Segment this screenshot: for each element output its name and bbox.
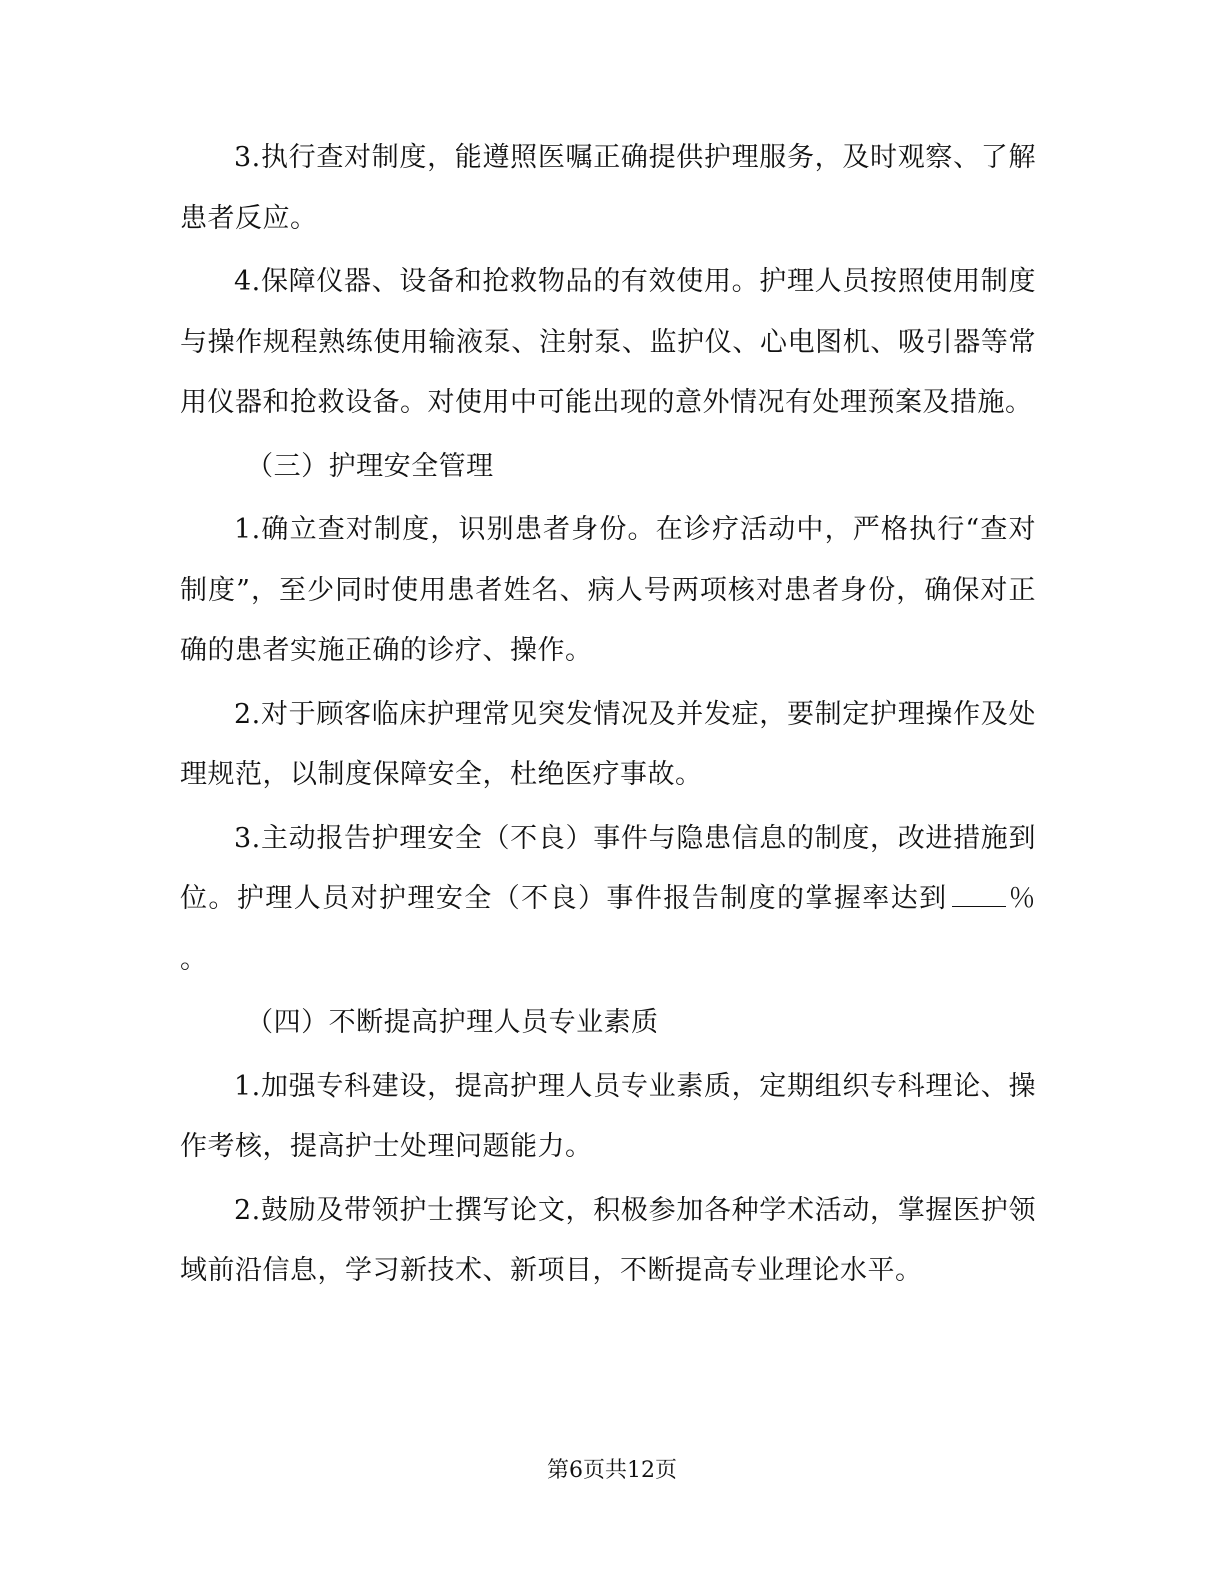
paragraph-2-academic-activities: 2.鼓励及带领护士撰写论文，积极参加各种学术活动，掌握医护领域前沿信息，学习新技术、新项目，不断提高专业理论水平。 bbox=[180, 1194, 1036, 1286]
paragraph-1-patient-identification: 1.确立查对制度，识别患者身份。在诊疗活动中，严格执行“查对制度”，至少同时使用患者姓名、病人号两项核对患者身份，确保对正确的患者实施正确的诊疗、操作。 bbox=[180, 514, 1036, 666]
paragraph-3-incident-reporting bbox=[180, 809, 1036, 991]
fill-in-blank-line bbox=[952, 884, 1006, 907]
incident-reporting-text: 3.主动报告护理安全（不良）事件与隐患信息的制度，改进措施到位。护理人员对护理安全（不良）事件报告制度的掌握率达到 bbox=[180, 822, 1036, 914]
section-heading-professional-quality: （四）不断提高护理人员专业素质 bbox=[246, 1007, 659, 1038]
paragraph-3-checking-system: 3.执行查对制度，能遵照医嘱正确提供护理服务，及时观察、了解患者反应。 bbox=[180, 142, 1036, 234]
document-body bbox=[180, 128, 1036, 1305]
paragraph-2-emergency-procedures: 2.对于顾客临床护理常见突发情况及并发症，要制定护理操作及处理规范，以制度保障安全，杜绝医疗事故。 bbox=[180, 698, 1036, 790]
page-footer: 第6页共12页 bbox=[547, 1458, 677, 1483]
section-heading-safety-management: （三）护理安全管理 bbox=[246, 450, 494, 482]
percent-suffix: ％ 。 bbox=[180, 883, 1037, 975]
paragraph-4-equipment-usage: 4.保障仪器、设备和抢救物品的有效使用。护理人员按照使用制度与操作规程熟练使用输液泵、注射泵、监护仪、心电图机、吸引器等常用仪器和抢救设备。对使用中可能出现的意外情况有处理预案及措施。 bbox=[180, 266, 1036, 418]
paragraph-1-specialty-construction: 1.加强专科建设，提高护理人员专业素质，定期组织专科理论、操作考核，提高护士处理问题能力。 bbox=[180, 1070, 1036, 1162]
